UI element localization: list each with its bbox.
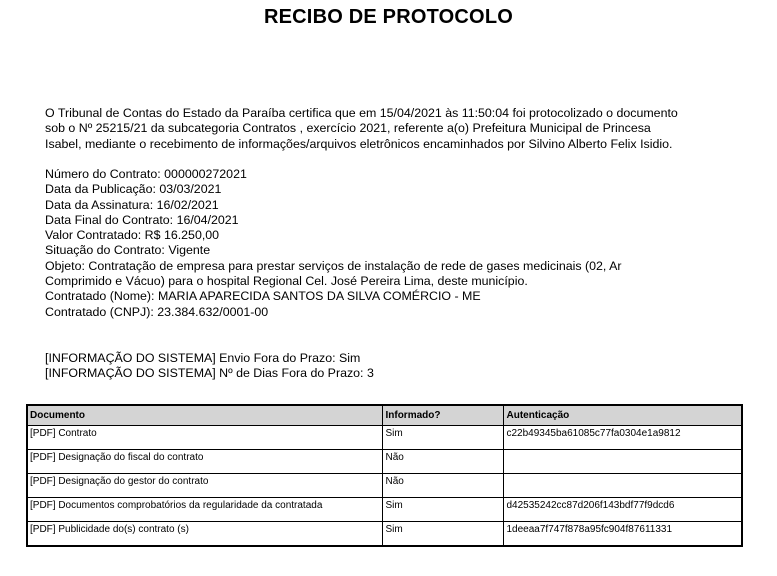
field-objeto-continuation: Comprimido e Vácuo) para o hospital Regional Cel. José Pereira Lima, deste município. — [45, 274, 528, 289]
cell-autenticacao — [504, 474, 742, 498]
system-info — [45, 351, 745, 382]
field-label: Data da Publicação: — [45, 182, 156, 197]
field-value: 23.384.632/0001-00 — [157, 304, 269, 319]
documents-table — [26, 404, 743, 547]
column-header-informado: Informado? — [383, 405, 504, 426]
field-value: Contratação de empresa para prestar serviços de instalação de rede de gases medicinais (02, Ar — [88, 258, 622, 273]
field-value: 16/02/2021 — [156, 197, 219, 212]
certification-paragraph — [45, 106, 745, 152]
field-value: 000000272021 — [164, 167, 247, 181]
cell-documento: [PDF] Contrato — [27, 426, 383, 450]
field-label: Número do Contrato: — [45, 167, 161, 181]
field-data-publicacao — [45, 182, 745, 197]
field-label: [INFORMAÇÃO DO SISTEMA] Envio Fora do Prazo: — [45, 351, 336, 365]
cell-autenticacao: d42535242cc87d206f143bdf77f9dcd6 — [504, 498, 742, 522]
field-contratado-cnpj — [45, 305, 745, 320]
field-label: [INFORMAÇÃO DO SISTEMA] Nº de Dias Fora do Prazo: — [45, 366, 364, 381]
field-label: Valor Contratado: — [45, 228, 142, 243]
cell-informado: Sim — [383, 522, 504, 547]
cell-documento: [PDF] Designação do gestor do contrato — [27, 474, 383, 498]
field-label: Data Final do Contrato: — [45, 212, 174, 227]
column-header-documento: Documento — [27, 405, 383, 426]
table-row — [27, 450, 742, 474]
table-row — [27, 498, 742, 522]
cell-autenticacao: c22b49345ba61085c77fa0304e1a9812 — [504, 426, 742, 450]
column-header-autenticacao: Autenticação — [504, 405, 742, 426]
system-info-dias-fora-prazo — [45, 366, 745, 381]
field-value: R$ 16.250,00 — [144, 228, 220, 243]
contract-fields — [45, 167, 745, 320]
certification-line: Isabel, mediante o recebimento de informações/arquivos eletrônicos encaminhados por Silvino Alberto Felix Isidio. — [45, 136, 673, 151]
field-contratado-nome — [45, 289, 745, 304]
field-value: 16/04/2021 — [176, 212, 239, 227]
cell-autenticacao: 1deeaa7f747f878a95fc904f87611331 — [504, 522, 742, 547]
cell-informado: Sim — [383, 426, 504, 450]
field-value: Vigente — [168, 243, 211, 258]
cell-informado: Sim — [383, 498, 504, 522]
table-row — [27, 474, 742, 498]
page-title: RECIBO DE PROTOCOLO — [263, 6, 513, 28]
cell-informado: Não — [383, 450, 504, 474]
certification-line: sob o Nº 25215/21 da subcategoria Contratos , exercício 2021, referente a(o) Prefeitura Municipal de Princesa — [45, 121, 651, 136]
cell-informado: Não — [383, 474, 504, 498]
system-info-envio-fora-prazo — [45, 351, 745, 366]
field-label: Objeto: — [45, 258, 85, 273]
field-situacao — [45, 243, 745, 258]
field-value: 3 — [366, 366, 374, 381]
certification-line: O Tribunal de Contas do Estado da Paraíba certifica que em 15/04/2021 às 11:50:04 foi protocolizado o documento — [45, 106, 678, 120]
field-data-assinatura — [45, 198, 745, 213]
cell-documento: [PDF] Designação do fiscal do contrato — [27, 450, 383, 474]
field-valor-contratado — [45, 228, 745, 243]
cell-documento: [PDF] Publicidade do(s) contrato (s) — [27, 522, 383, 547]
field-label: Contratado (Nome): — [45, 289, 155, 304]
table-row — [27, 426, 742, 450]
field-label: Situação do Contrato: — [45, 243, 165, 258]
field-data-final — [45, 213, 745, 228]
cell-autenticacao — [504, 450, 742, 474]
field-value: Sim — [339, 351, 361, 365]
field-objeto — [45, 259, 745, 274]
table-header-row — [27, 405, 742, 426]
table-row — [27, 522, 742, 547]
field-label: Data da Assinatura: — [45, 197, 154, 212]
field-numero-contrato — [45, 167, 745, 182]
field-label: Contratado (CNPJ): — [45, 304, 154, 319]
field-value: MARIA APARECIDA SANTOS DA SILVA COMÉRCIO - ME — [157, 289, 481, 304]
cell-documento: [PDF] Documentos comprobatórios da regularidade da contratada — [27, 498, 383, 522]
field-value: 03/03/2021 — [159, 182, 222, 197]
